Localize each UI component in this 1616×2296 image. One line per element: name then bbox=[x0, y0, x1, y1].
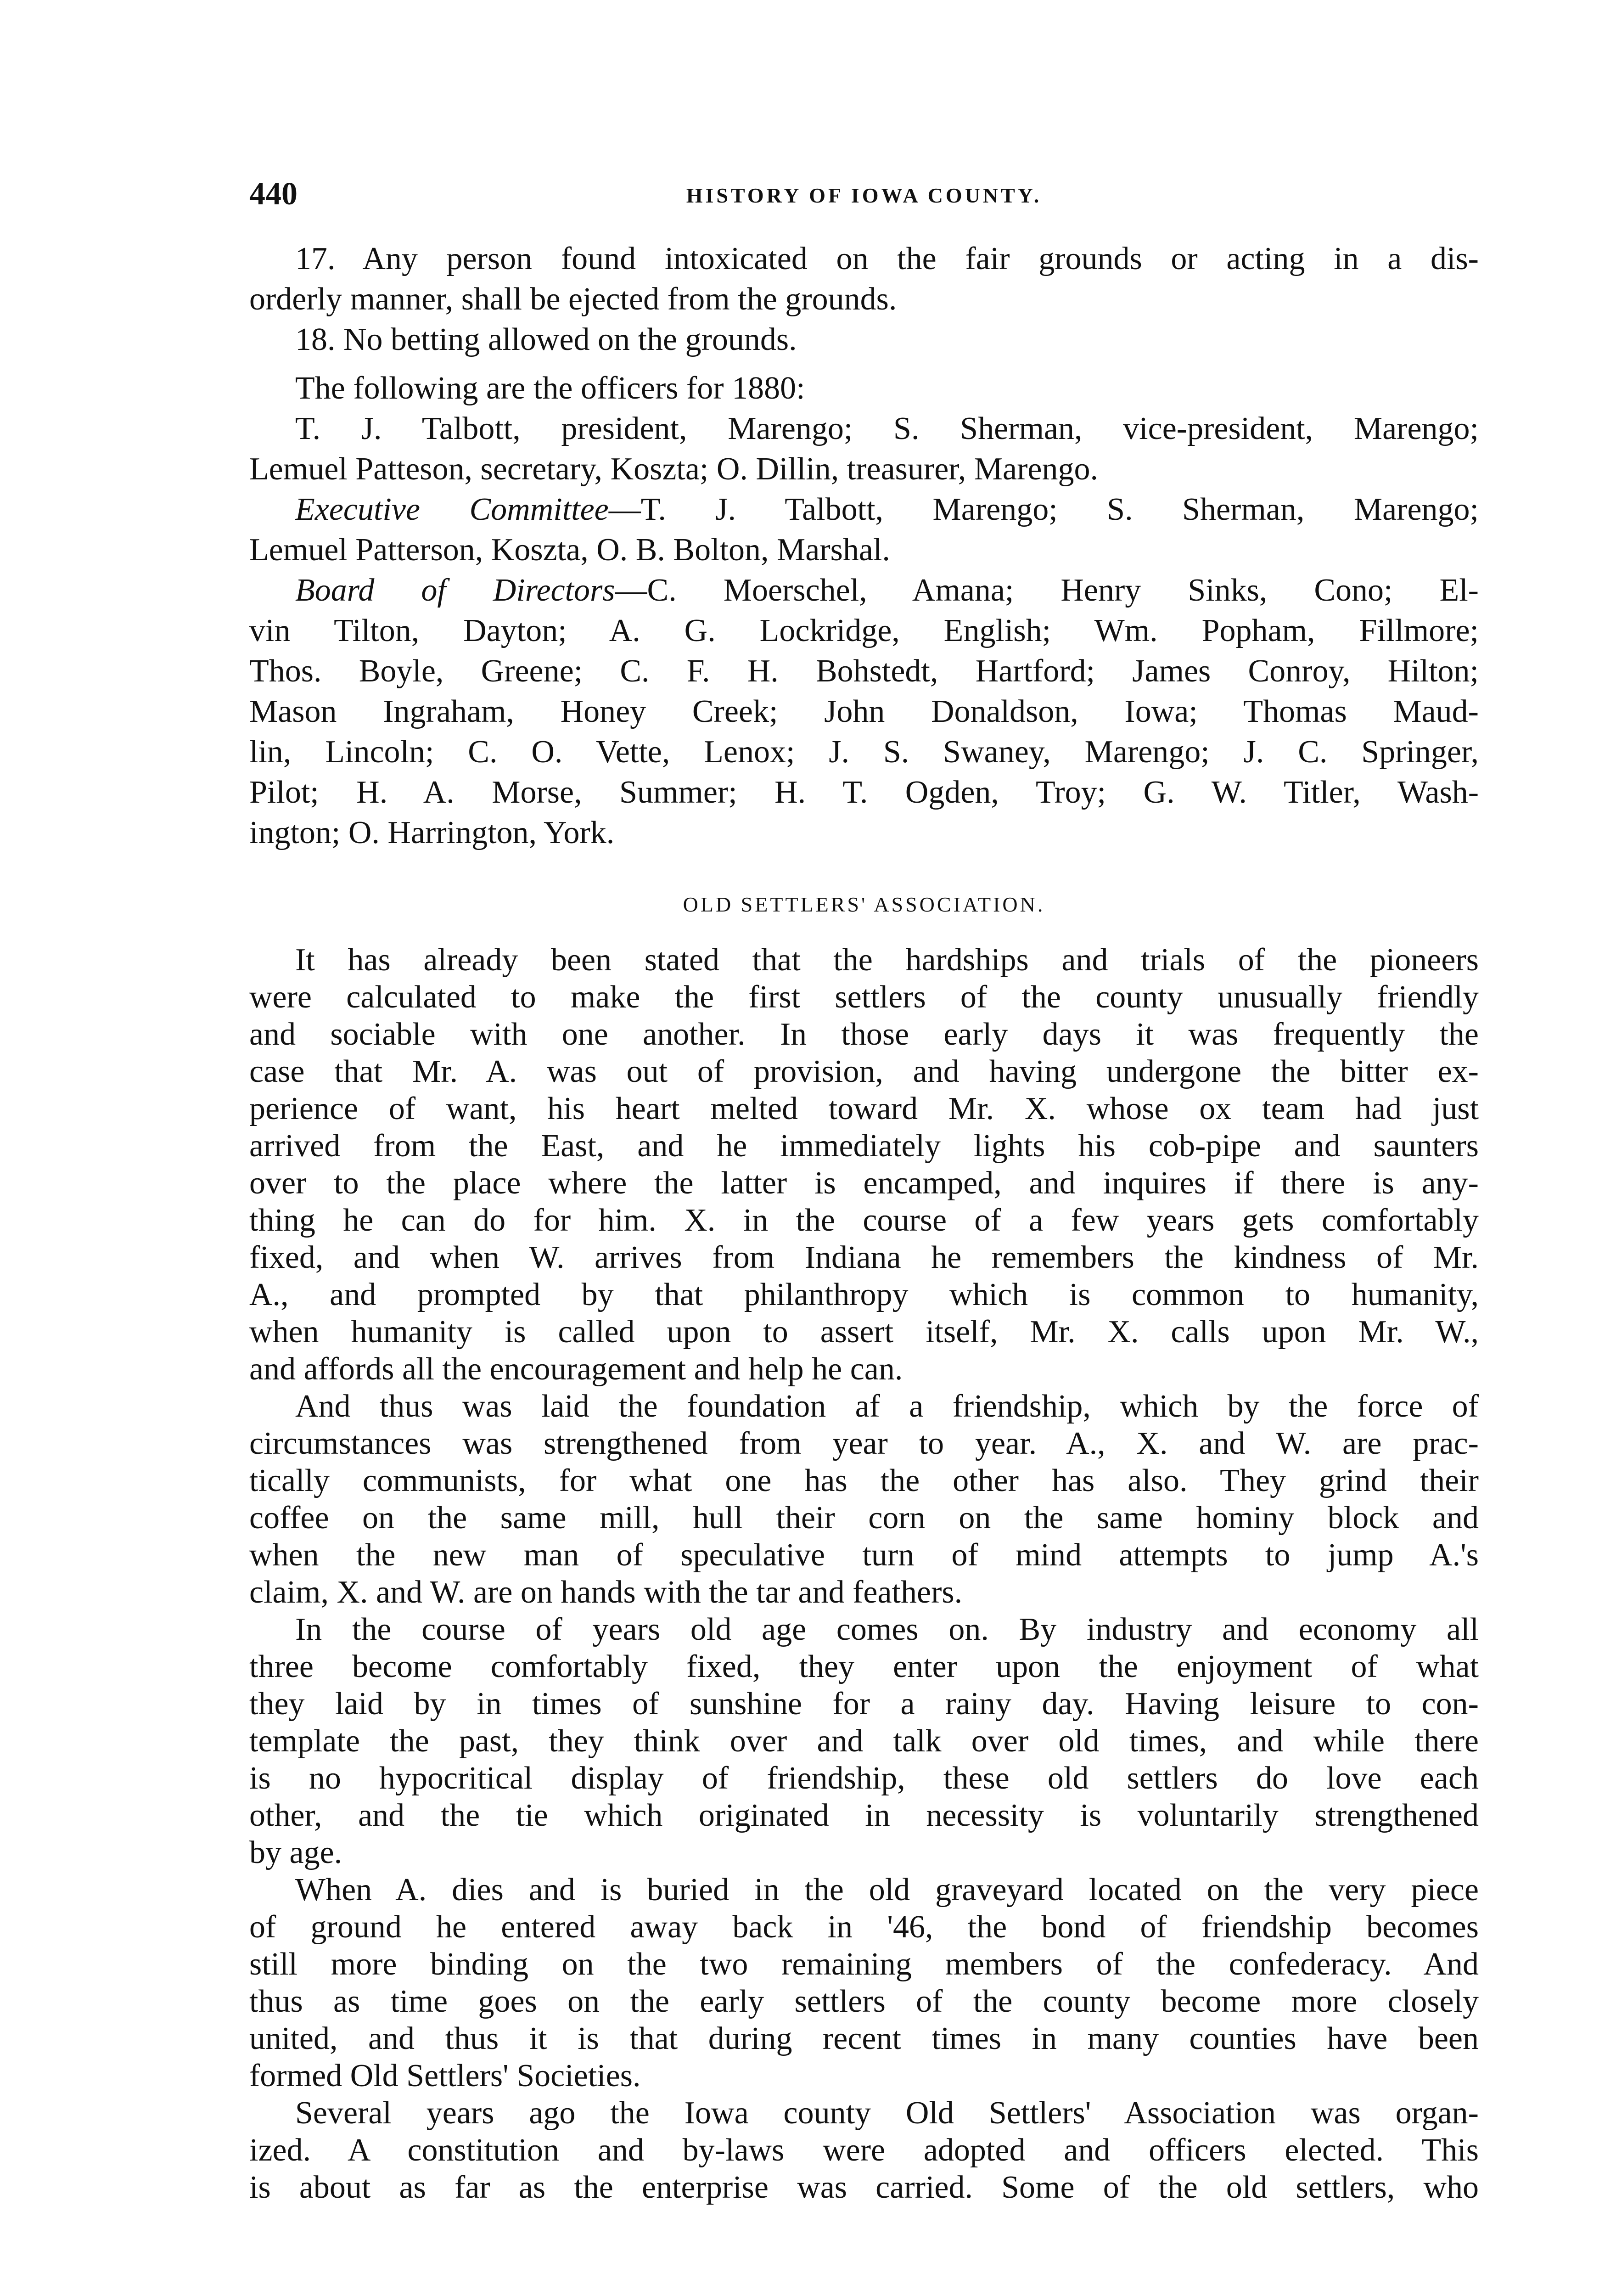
italic-label: Board of Directors bbox=[295, 573, 615, 608]
text-line bbox=[249, 1722, 1479, 1760]
text-line bbox=[249, 2020, 1479, 2057]
line-text: were calculated to make the first settlers of the county unusually friendly bbox=[249, 979, 1479, 1015]
line-text: fixed, and when W. arrives from Indiana he remembers the kindness of Mr. bbox=[249, 1240, 1479, 1275]
line-text: thus as time goes on the early settlers of the county become more closely bbox=[249, 1984, 1479, 2019]
text-line bbox=[249, 2057, 1479, 2094]
line-text: Mason Ingraham, Honey Creek; John Donaldson, Iowa; Thomas Maud- bbox=[249, 694, 1479, 729]
text-line bbox=[249, 979, 1479, 1016]
text-line bbox=[249, 813, 1479, 853]
line-text: three become comfortably fixed, they enter upon the enjoyment of what bbox=[249, 1649, 1479, 1684]
page-header bbox=[249, 178, 1479, 210]
text-line bbox=[249, 320, 1479, 360]
line-text: still more binding on the two remaining members of the confederacy. And bbox=[249, 1947, 1479, 1982]
text-line bbox=[249, 1834, 1479, 1871]
line-text: A., and prompted by that philanthropy which is common to humanity, bbox=[249, 1277, 1479, 1312]
line-text: over to the place where the latter is encamped, and inquires if there is any- bbox=[249, 1165, 1479, 1201]
line-text: tically communists, for what one has the other has also. They grind their bbox=[249, 1463, 1479, 1498]
line-text: and affords all the encouragement and help he can. bbox=[249, 1351, 903, 1387]
line-text: case that Mr. A. was out of provision, and having undergone the bitter ex- bbox=[249, 1054, 1479, 1089]
line-text: Lemuel Patteson, secretary, Koszta; O. Dillin, treasurer, Marengo. bbox=[249, 451, 1098, 487]
line-text: orderly manner, shall be ejected from the grounds. bbox=[249, 281, 897, 317]
text-line bbox=[249, 2169, 1479, 2206]
text-line bbox=[249, 279, 1479, 320]
text-line bbox=[249, 1462, 1479, 1499]
text-line bbox=[249, 239, 1479, 279]
line-text: and sociable with one another. In those early days it was frequently the bbox=[249, 1017, 1479, 1052]
text-line bbox=[249, 651, 1479, 692]
text-line bbox=[249, 2094, 1479, 2132]
text-line bbox=[249, 490, 1479, 530]
text-line bbox=[249, 1053, 1479, 1090]
text-line bbox=[249, 1313, 1479, 1351]
text-line bbox=[249, 1165, 1479, 1202]
text-line bbox=[249, 772, 1479, 813]
line-text: when the new man of speculative turn of mind attempts to jump A.'s bbox=[249, 1537, 1479, 1573]
text-line bbox=[249, 1239, 1479, 1276]
text-line bbox=[249, 449, 1479, 490]
text-line bbox=[249, 1760, 1479, 1797]
text-line bbox=[249, 692, 1479, 732]
text-line bbox=[249, 530, 1479, 570]
line-text: they laid by in times of sunshine for a rainy day. Having leisure to con- bbox=[249, 1686, 1479, 1722]
text-line bbox=[249, 2132, 1479, 2169]
text-line bbox=[249, 1983, 1479, 2020]
text-line bbox=[249, 1946, 1479, 1983]
text-line bbox=[249, 1797, 1479, 1834]
line-text: ington; O. Harrington, York. bbox=[249, 815, 615, 850]
line-text: It has already been stated that the hardships and trials of the pioneers bbox=[295, 942, 1479, 978]
text-line bbox=[249, 732, 1479, 772]
line-text: coffee on the same mill, hull their corn on the same hominy block and bbox=[249, 1500, 1479, 1536]
text-line bbox=[249, 1425, 1479, 1462]
text-line bbox=[249, 1871, 1479, 1908]
line-text: The following are the officers for 1880: bbox=[295, 371, 805, 406]
text-line bbox=[249, 1202, 1479, 1239]
text-line bbox=[249, 1685, 1479, 1722]
text-line bbox=[249, 1127, 1479, 1165]
line-text: And thus was laid the foundation af a friendship, which by the force of bbox=[295, 1389, 1479, 1424]
line-text: is about as far as the enterprise was carried. Some of the old settlers, who bbox=[249, 2170, 1479, 2205]
line-text: other, and the tie which originated in necessity is voluntarily strengthened bbox=[249, 1798, 1479, 1833]
text-line bbox=[249, 1648, 1479, 1685]
italic-label: Executive Committee bbox=[295, 492, 609, 527]
text-line bbox=[249, 1016, 1479, 1053]
text-line bbox=[249, 1388, 1479, 1425]
text-line bbox=[249, 368, 1479, 409]
text-line bbox=[249, 570, 1479, 611]
line-text: circumstances was strengthened from year to year. A., X. and W. are prac- bbox=[249, 1426, 1479, 1461]
text-line bbox=[249, 1908, 1479, 1946]
line-text: thing he can do for him. X. in the course of a few years gets comfortably bbox=[249, 1203, 1479, 1238]
text-line bbox=[249, 1276, 1479, 1313]
line-text: —C. Moerschel, Amana; Henry Sinks, Cono; El- bbox=[615, 573, 1479, 608]
line-text: —T. J. Talbott, Marengo; S. Sherman, Marengo; bbox=[608, 492, 1479, 527]
line-text: when humanity is called upon to assert itself, Mr. X. calls upon Mr. W., bbox=[249, 1314, 1479, 1350]
line-text: T. J. Talbott, president, Marengo; S. Sherman, vice-president, Marengo; bbox=[295, 411, 1479, 446]
line-text: of ground he entered away back in '46, the bond of friendship becomes bbox=[249, 1909, 1479, 1945]
line-text: claim, X. and W. are on hands with the tar and feathers. bbox=[249, 1575, 963, 1610]
text-line bbox=[249, 1499, 1479, 1536]
line-text: formed Old Settlers' Societies. bbox=[249, 2058, 641, 2093]
line-text: template the past, they think over and talk over old times, and while there bbox=[249, 1723, 1479, 1759]
line-text: In the course of years old age comes on. By industry and economy all bbox=[295, 1612, 1479, 1647]
line-text: by age. bbox=[249, 1835, 342, 1870]
line-text: 17. Any person found intoxicated on the fair grounds or acting in a dis- bbox=[295, 241, 1479, 276]
text-line bbox=[249, 1536, 1479, 1574]
line-text: Several years ago the Iowa county Old Settlers' Association was organ- bbox=[295, 2095, 1479, 2131]
text-line bbox=[249, 611, 1479, 651]
text-line bbox=[249, 1574, 1479, 1611]
line-text: Lemuel Patterson, Koszta, O. B. Bolton, Marshal. bbox=[249, 532, 890, 568]
line-text: perience of want, his heart melted toward Mr. X. whose ox team had just bbox=[249, 1091, 1479, 1126]
line-text: 18. No betting allowed on the grounds. bbox=[295, 322, 797, 357]
page-number: 440 bbox=[249, 176, 297, 212]
text-line bbox=[249, 941, 1479, 979]
line-text: united, and thus it is that during recent times in many counties have been bbox=[249, 2021, 1479, 2056]
line-text: Thos. Boyle, Greene; C. F. H. Bohstedt, Hartford; James Conroy, Hilton; bbox=[249, 653, 1479, 689]
line-text: Pilot; H. A. Morse, Summer; H. T. Ogden, Troy; G. W. Titler, Wash- bbox=[249, 775, 1479, 810]
text-line bbox=[249, 409, 1479, 449]
line-text: is no hypocritical display of friendship, these old settlers do love each bbox=[249, 1761, 1479, 1796]
line-text: arrived from the East, and he immediately lights his cob-pipe and saunters bbox=[249, 1128, 1479, 1164]
running-title: HISTORY OF IOWA COUNTY. bbox=[686, 184, 1042, 207]
text-line bbox=[249, 1611, 1479, 1648]
line-text: When A. dies and is buried in the old graveyard located on the very piece bbox=[295, 1872, 1479, 1908]
old-settlers-body-text bbox=[249, 941, 1479, 2206]
line-text: ized. A constitution and by-laws were adopted and officers elected. This bbox=[249, 2133, 1479, 2168]
fair-rules-and-officers bbox=[249, 239, 1479, 853]
text-line bbox=[249, 1090, 1479, 1127]
text-line bbox=[249, 1351, 1479, 1388]
section-heading: OLD SETTLERS' ASSOCIATION. bbox=[683, 893, 1045, 916]
line-text: vin Tilton, Dayton; A. G. Lockridge, English; Wm. Popham, Fillmore; bbox=[249, 613, 1479, 648]
line-text: lin, Lincoln; C. O. Vette, Lenox; J. S. Swaney, Marengo; J. C. Springer, bbox=[249, 734, 1479, 770]
